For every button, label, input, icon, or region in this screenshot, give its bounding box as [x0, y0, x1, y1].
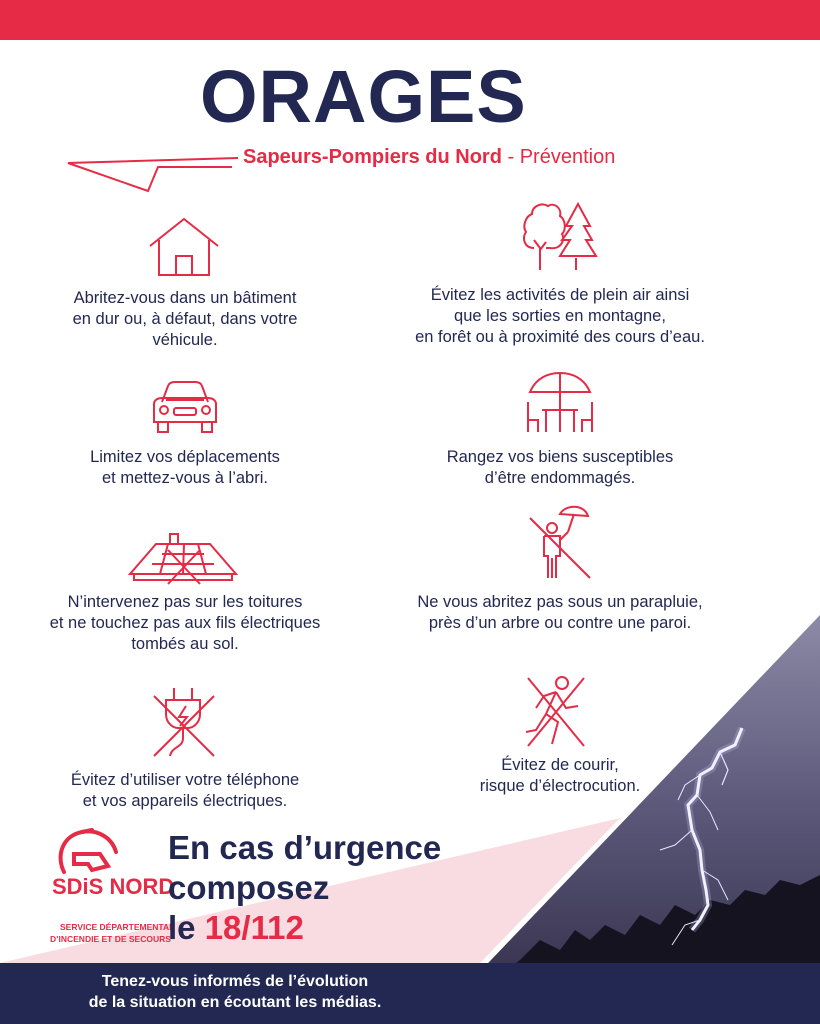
page-title: ORAGES: [200, 55, 527, 138]
emergency-line-2: composez: [168, 869, 330, 906]
advice-text: Évitez les activités de plein air ainsi que les sorties en montagne, en forêt ou à proximité des cours d’eau.: [415, 286, 705, 346]
trees-icon: [520, 200, 600, 272]
house-icon: [146, 216, 222, 280]
emergency-line-1: En cas d’urgence: [168, 829, 442, 866]
emergency-line-3: [168, 908, 441, 948]
advice-text: Évitez d’utiliser votre téléphone et vos appareils électriques.: [70, 771, 300, 810]
page-subtitle: [243, 146, 615, 169]
garden-table-icon: [522, 370, 598, 436]
advice-no-roofs: [10, 592, 360, 655]
umbrella-person-crossed-icon: [526, 502, 596, 582]
subtitle-org: Sapeurs-Pompiers du Nord: [243, 146, 502, 168]
roof-crossed-icon: [128, 530, 238, 586]
advice-text: Évitez de courir, risque d’électrocution.: [479, 756, 641, 795]
advice-text: Abritez-vous dans un bâtiment en dur ou, à défaut, dans votre véhicule.: [72, 289, 298, 349]
car-icon: [148, 378, 222, 436]
footer-text: Tenez-vous informés de l’évolution de la situation en écoutant les médias.: [88, 973, 382, 1011]
subtitle-topic: Prévention: [519, 146, 616, 168]
emergency-number: 18/112: [204, 909, 304, 946]
lightning-line-decoration: [0, 0, 820, 200]
logo-subtitle-1: SERVICE DÉPARTEMENTAL: [60, 922, 175, 932]
logo-subtitle-2: D’INCENDIE ET DE SECOURS: [50, 934, 171, 944]
advice-no-running: [420, 755, 700, 797]
advice-no-phone: [30, 770, 340, 812]
advice-shelter-building: [30, 288, 340, 351]
advice-avoid-outdoor: [370, 285, 750, 348]
advice-text: N’intervenez pas sur les toitures et ne touchez pas aux fils électriques tombés au sol.: [49, 593, 321, 653]
logo-name: SDiS NORD: [52, 874, 175, 899]
running-person-crossed-icon: [522, 674, 588, 750]
advice-limit-travel: [30, 447, 340, 489]
advice-text: Ne vous abritez pas sous un parapluie, près d’un arbre ou contre une paroi.: [417, 593, 703, 632]
subtitle-separator: -: [501, 146, 520, 168]
advice-no-umbrella: [375, 592, 745, 634]
advice-store-belongings: [390, 447, 730, 489]
advice-text: Limitez vos déplacements et mettez-vous à l’abri.: [90, 448, 280, 487]
advice-text: Rangez vos biens susceptibles d’être endommagés.: [446, 448, 674, 487]
sdis-helmet-logo-icon: [52, 826, 122, 876]
plug-crossed-icon: [152, 686, 216, 758]
emergency-prefix: le: [168, 909, 205, 946]
emergency-callout: [168, 828, 441, 948]
